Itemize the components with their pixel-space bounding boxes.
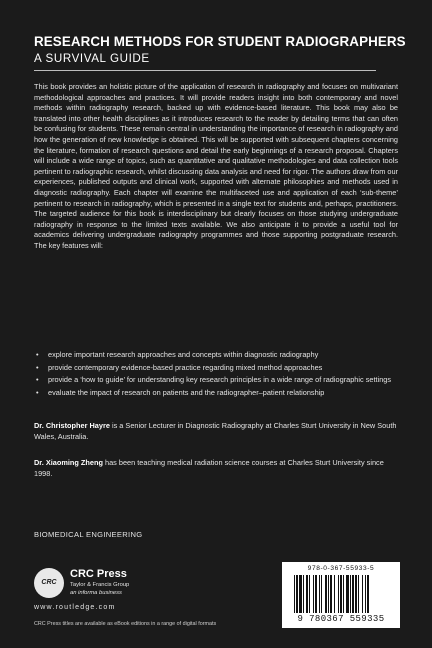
barcode-bar	[355, 575, 357, 613]
feature-text: provide contemporary evidence-based practice regarding mixed method approaches	[48, 362, 323, 372]
publisher-name: CRC Press	[70, 568, 127, 580]
author-bio-2	[34, 458, 398, 479]
author-bio-text: is a Senior Lecturer in Diagnostic Radiography at Charles Sturt University in New South Wales, Australia.	[34, 421, 397, 441]
feature-item	[34, 375, 398, 386]
barcode-bar	[340, 575, 342, 613]
bullet-icon: •	[36, 375, 39, 385]
barcode-bar	[365, 575, 366, 613]
subject-category: BIOMEDICAL ENGINEERING	[34, 530, 143, 539]
barcode-bar	[328, 575, 329, 613]
author-bio-1	[34, 421, 398, 442]
publisher-logo-text: CRC	[41, 579, 57, 586]
barcode-bar	[350, 575, 351, 613]
barcode-bar	[343, 575, 344, 613]
barcode-bar	[321, 575, 322, 613]
feature-text: explore important research approaches and concepts within diagnostic radiography	[48, 350, 319, 359]
barcode-bar	[319, 575, 320, 613]
bullet-icon: •	[36, 362, 39, 372]
feature-text: evaluate the impact of research on patients and the radiographer–patient relationship	[48, 387, 325, 397]
author-name: Dr. Xiaoming Zheng	[34, 458, 103, 467]
feature-item	[34, 350, 398, 361]
bullet-icon: •	[36, 350, 39, 359]
barcode-bar	[334, 575, 335, 613]
feature-text: provide a ‘how to guide’ for understanding key research principles in a wide range of radiographic settings	[48, 375, 392, 385]
barcode-bar	[346, 575, 349, 613]
barcode-bar	[367, 575, 369, 613]
barcode-bar	[362, 575, 363, 613]
barcode-bar	[352, 575, 354, 613]
barcode-bar	[330, 575, 332, 613]
book-subtitle: A SURVIVAL GUIDE	[34, 52, 150, 65]
author-bio-text: has been teaching medical radiation science courses at Charles Sturt University since 1998.	[34, 458, 384, 478]
isbn-barcode	[282, 562, 400, 628]
bullet-icon: •	[36, 387, 39, 397]
ebook-note: CRC Press titles are available as eBook editions in a range of digital formats	[34, 621, 217, 627]
book-title: RESEARCH METHODS FOR STUDENT RADIOGRAPHERS	[34, 34, 406, 49]
isbn-digits: 9 780367 559335	[297, 614, 385, 624]
barcode-bar	[294, 575, 295, 613]
feature-item	[34, 388, 398, 399]
barcode-bar	[306, 575, 308, 613]
barcode-bar	[325, 575, 327, 613]
publisher-business: an informa business	[70, 590, 122, 596]
title-divider	[34, 70, 376, 71]
barcode-bar	[309, 575, 310, 613]
barcode-icon	[294, 575, 394, 613]
publisher-group: Taylor & Francis Group	[70, 582, 130, 588]
barcode-bar	[299, 575, 302, 613]
feature-item	[34, 363, 398, 374]
book-blurb: This book provides an holistic picture of the application of research in radiography and focuses on multivariant methodological approaches and practices. It will provide readers insight into both contemporary and novel methods within radiography research, backed up with evidence-based literature. This book may also be translated into other health disciplines as it introduces research to the reader by detailing terms that can often be confusing for students. These remain central in understanding the importance of research in radiography and how the generation of new knowledge is obtained. This will be supported with subsequent chapters concerning the literature, formation of research questions and detail the early beginnings of a research proposal. Chapters will include a wide range of topics, such as quantitative and qualitative methodologies and data collection tools pertinent to radiographic research, whilst discussing data analysis and need for rigor. The authors draw from our experiences, published outputs and clinical work, supported with alternate philosophies and methods used in diagnostic radiography. Each chapter will examine the multifaceted use and application of each ‘sub-theme’ pertinent to research in radiography, which is presented in a single text for students and, perhaps, practitioners. The targeted audience for this book is interdisciplinary but clearly focuses on those studying undergraduate radiography in response to the limited texts available. We also anticipate it to provide a useful tool for academics delivering undergraduate radiography programmes and those supporting postgraduate research. The key features will:	[34, 82, 398, 250]
publisher-logo-icon	[34, 568, 64, 598]
barcode-bar	[338, 575, 339, 613]
barcode-bar	[303, 575, 304, 613]
barcode-bar	[315, 575, 317, 613]
barcode-bar	[358, 575, 359, 613]
barcode-bar	[313, 575, 314, 613]
barcode-bar	[296, 575, 298, 613]
key-features-list	[34, 350, 398, 400]
publisher-website: www.routledge.com	[34, 604, 116, 611]
author-name: Dr. Christopher Hayre	[34, 421, 110, 430]
isbn-number: 978-0-367-55933-5	[307, 565, 375, 572]
